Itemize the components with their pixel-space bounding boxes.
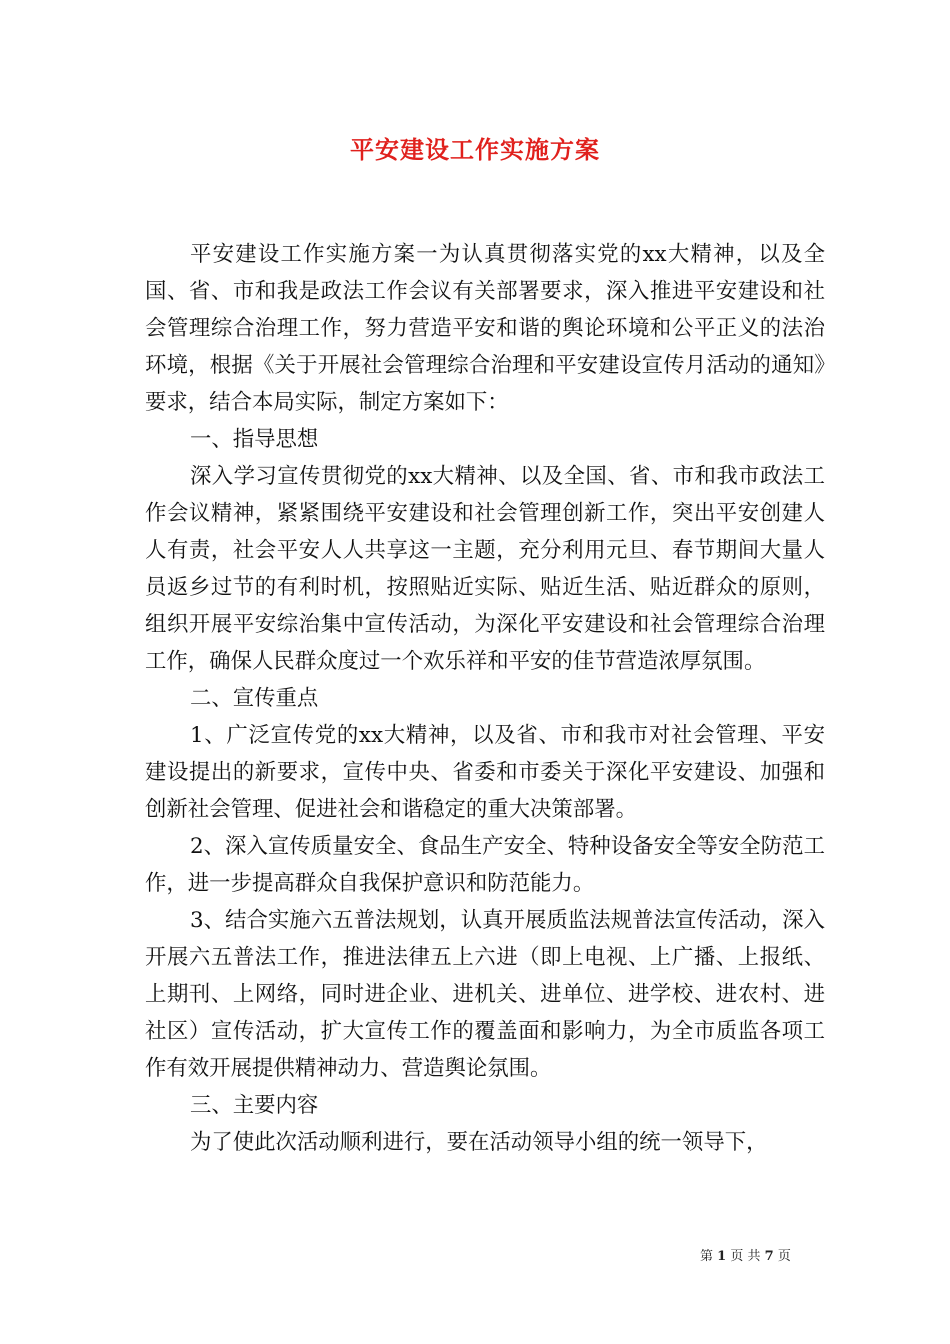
footer-prefix: 第: [700, 1249, 714, 1264]
document-body: [145, 236, 825, 1161]
section-heading-publicity-focus: 二、宣传重点: [189, 686, 319, 711]
current-page-number: 1: [717, 1249, 727, 1264]
intro-paragraph: 平安建设工作实施方案一为认真贯彻落实党的xx大精神，以及全国、省、市和我是政法工作会议有关部署要求，深入推进平安建设和社会管理综合治理工作，努力营造平安和谐的舆论环境和公平正义的法治环境，根据《关于开展社会管理综合治理和平安建设宣传月活动的通知》要求，结合本局实际，制定方案如下：: [145, 242, 825, 415]
publicity-focus-item-3: 3、结合实施六五普法规划，认真开展质监法规普法宣传活动，深入开展六五普法工作，推进法律五上六进（即上电视、上广播、上报纸、上期刊、上网络，同时进企业、进机关、进单位、进学校、进农村、进社区）宣传活动，扩大宣传工作的覆盖面和影响力，为全市质监各项工作有效开展提供精神动力、营造舆论氛围。: [145, 908, 825, 1081]
publicity-focus-item-1: 1、广泛宣传党的xx大精神，以及省、市和我市对社会管理、平安建设提出的新要求，宣传中央、省委和市委关于深化平安建设、加强和创新社会管理、促进社会和谐稳定的重大决策部署。: [145, 723, 825, 822]
footer-middle: 页 共: [730, 1249, 761, 1264]
page-number-footer: [700, 1248, 791, 1266]
main-content-paragraph: 为了使此次活动顺利进行，要在活动领导小组的统一领导下，: [189, 1130, 768, 1155]
page-title: 平安建设工作实施方案: [350, 135, 600, 164]
guiding-thought-paragraph: 深入学习宣传贯彻党的xx大精神、以及全国、省、市和我市政法工作会议精神，紧紧围绕平安建设和社会管理创新工作，突出平安创建人人有责，社会平安人人共享这一主题，充分利用元旦、春节期间大量人员返乡过节的有利时机，按照贴近实际、贴近生活、贴近群众的原则，组织开展平安综治集中宣传活动，为深化平安建设和社会管理综合治理工作，确保人民群众度过一个欢乐祥和平安的佳节营造浓厚氛围。: [145, 464, 825, 674]
section-heading-guiding-thought: 一、指导思想: [189, 427, 319, 452]
footer-suffix: 页: [777, 1249, 791, 1264]
publicity-focus-item-2: 2、深入宣传质量安全、食品生产安全、特种设备安全等安全防范工作，进一步提高群众自我保护意识和防范能力。: [145, 834, 825, 896]
section-heading-main-content: 三、主要内容: [189, 1093, 319, 1118]
total-page-count: 7: [764, 1249, 774, 1264]
